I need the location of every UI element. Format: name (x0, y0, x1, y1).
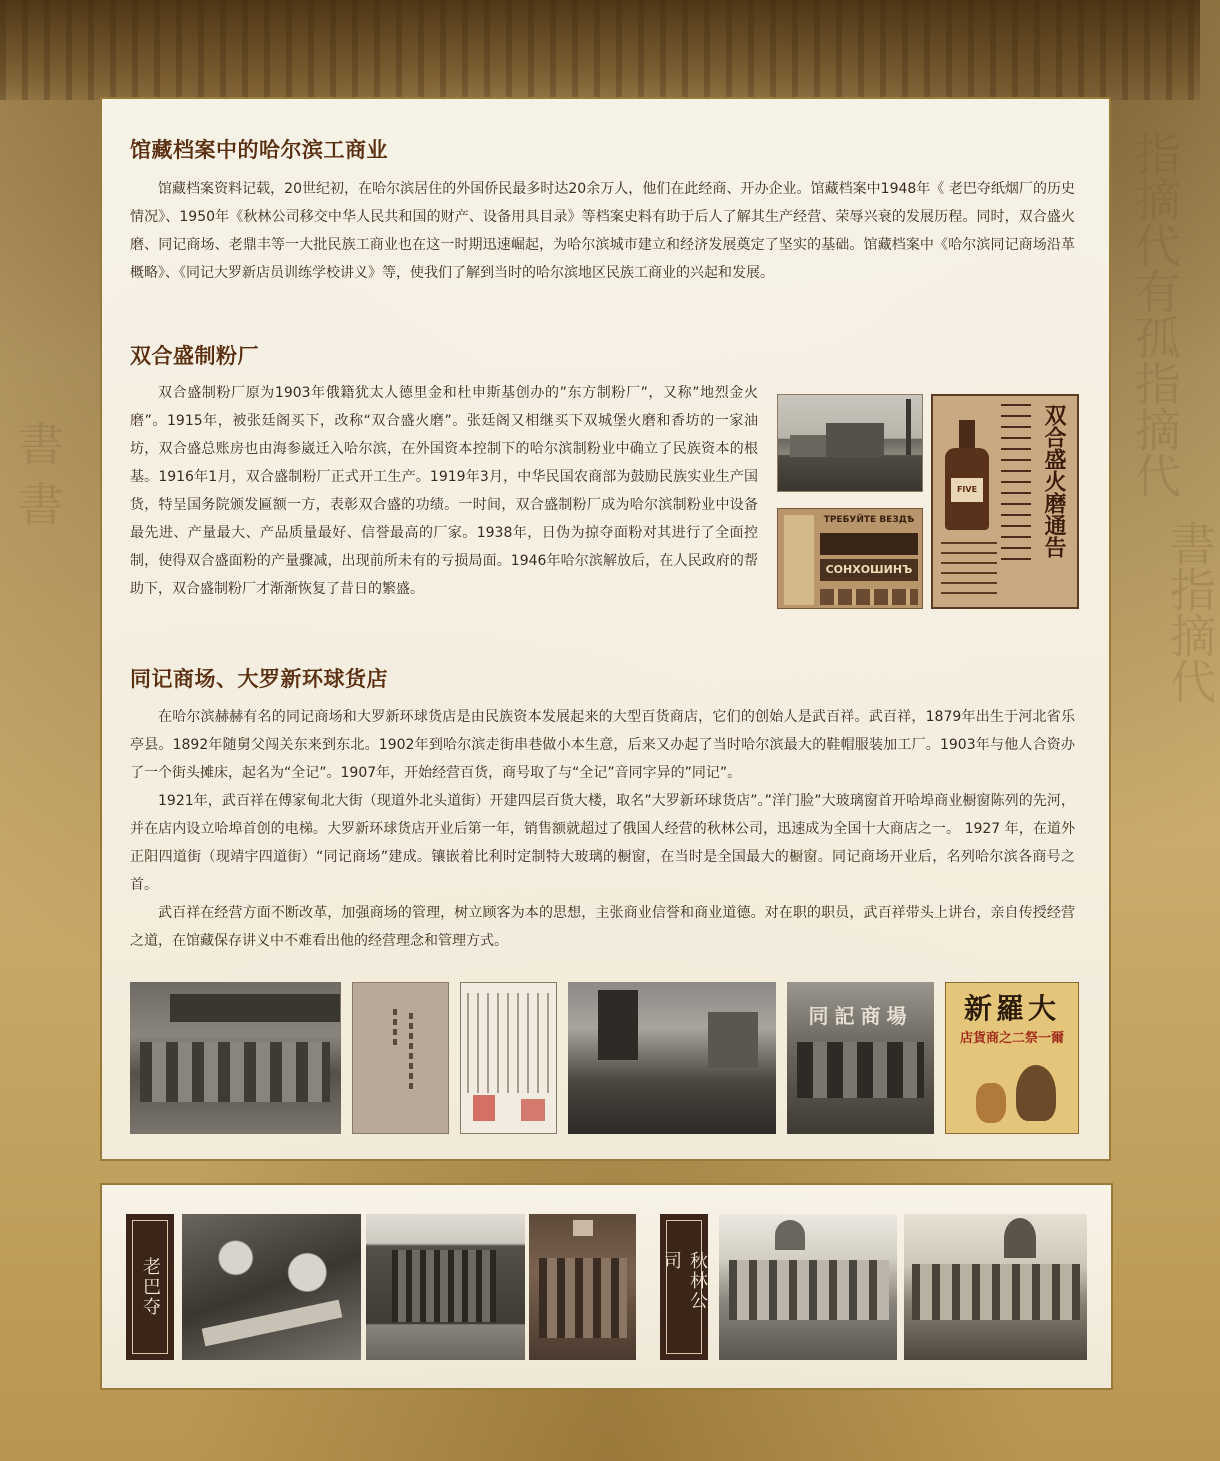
photo-street-store-front (130, 982, 341, 1134)
photo-lecture-booklet-page (460, 982, 557, 1134)
paragraph: 武百祥在经营方面不断改革，加强商场的管理，树立顾客为本的思想，主张商业信誉和商业道德。对在职的职员，武百祥带头上讲台，亲自传授经营之道，在馆藏保存讲义中不难看出他的经营理念和管理方式。 (130, 905, 1075, 949)
photo-qiulin-building-1 (719, 1214, 897, 1360)
photo-daluoxin-poster (945, 982, 1079, 1134)
advertisement-vertical-title: 双合盛火磨通告 (1041, 404, 1067, 558)
paragraph: 馆藏档案资料记载，20世纪初，在哈尔滨居住的外国侨民最多时达20余万人，他们在此经商、开办企业。馆藏档案中1948年《 老巴夺纸烟厂的历史情况》、1950年《秋林公司移交中华人民共和国的财产、设备用具目录》等档案史料有助于后人了解其生产经营、荣辱兴衰的发展历程。同时，双合盛火磨、同记商场、老鼎丰等一大批民族工商业也在这一时期迅速崛起，为哈尔滨城市建立和经济发展奠定了坚实的基础。馆藏档案中《哈尔滨同记商场沿革概略》、《同记大罗新店员训练学校讲义》等，使我们了解到当时的哈尔滨地区民族工商业的兴起和发展。 (130, 181, 1075, 281)
poster-title: 新羅大 (963, 992, 1060, 1025)
section-title-tongji-market: 同记商场、大罗新环球货店 (130, 667, 388, 691)
poster-subtitle: 店貨商之二祭一爾 (959, 1031, 1064, 1046)
store-sign: 同記商場 (808, 1004, 913, 1028)
photo-laobaduo-factory-building (366, 1214, 525, 1360)
photo-busy-street-scene (568, 982, 776, 1134)
section-body-shuanghesheng (130, 379, 758, 603)
label-laobaduo: 老巴夺 (126, 1214, 174, 1360)
photo-lecture-booklet-cover (352, 982, 449, 1134)
section-title-shuanghesheng: 双合盛制粉厂 (130, 344, 259, 368)
photo-qiulin-building-2 (904, 1214, 1087, 1360)
section-title-harbin-commerce: 馆藏档案中的哈尔滨工商业 (130, 138, 388, 162)
photo-russian-newspaper-ad (777, 508, 923, 609)
russian-ad-brand: СОНХОШИНЪ (820, 559, 918, 581)
photo-laobaduo-facade (529, 1214, 636, 1360)
top-historic-photo-banner (0, 0, 1200, 100)
section-body-tongji-market (130, 703, 1075, 955)
background-calligraphy-right: 指摘代有孤指摘代 (1128, 130, 1182, 498)
photo-laobaduo-collage (182, 1214, 361, 1360)
bottom-photo-panel (100, 1183, 1113, 1390)
photo-shuanghesheng-advertisement (931, 394, 1079, 609)
background-calligraphy-right-2: 書指摘代 (1163, 520, 1217, 704)
section-body-harbin-commerce (130, 175, 1075, 287)
photo-tongji-store-facade (787, 982, 934, 1134)
paragraph: 1921年，武百祥在傅家甸北大街（现道外北头道街）开建四层百货大楼，取名”大罗新环球货店”。”洋门脸”大玻璃窗首开哈埠商业橱窗陈列的先河，并在店内设立哈埠首创的电梯。大罗新环球货店开业后第一年，销售额就超过了俄国人经营的秋林公司，迅速成为全国十大商店之一。 1927 年，在道外正阳四道街（现靖宇四道街）“同记商场”建成。镶嵌着比利时定制特大玻璃的橱窗，在当时是全国最大的橱窗。同记商场开业后，名列哈尔滨各商号之首。 (130, 793, 1075, 893)
paragraph: 在哈尔滨赫赫有名的同记商场和大罗新环球货店是由民族资本发展起来的大型百货商店，它们的创始人是武百祥。武百祥，1879年出生于河北省乐亭县。1892年随舅父闯关东来到东北。1902年到哈尔滨走街串巷做小本生意，后来又办起了当时哈尔滨最大的鞋帽服装加工厂。1903年与他人合资办了一个街头摊床，起名为“全记”。1907年，开始经营百货，商号取了与“全记”音同字异的”同记”。 (130, 709, 1075, 781)
bottle-label: FIVE (951, 478, 983, 502)
paragraph: 双合盛制粉厂原为1903年俄籍犹太人德里金和杜申斯基创办的”东方制粉厂”，又称”地烈金火磨”。1915年，被张廷阁买下，改称“双合盛火磨”。张廷阁又相继买下双城堡火磨和香坊的一家油坊，双合盛总账房也由海参崴迁入哈尔滨，在外国资本控制下的哈尔滨制粉业中确立了民族资本的根基。1916年1月，双合盛制粉厂正式开工生产。1919年3月，中华民国农商部为鼓励民族实业生产国货，特呈国务院颁发匾额一方，表彰双合盛的功绩。一时间，双合盛制粉厂成为哈尔滨制粉业中设备最先进、产量最大、产品质量最好、信誉最高的厂家。1938年，日伪为掠夺面粉对其进行了全面控制，使得双合盛面粉的产量骤减，出现前所未有的亏损局面。1946年哈尔滨解放后，在人民政府的帮助下，双合盛制粉厂才渐渐恢复了昔日的繁盛。 (130, 385, 758, 597)
russian-ad-headline: ТРЕБУЙТЕ ВЕЗДѢ (823, 515, 915, 525)
label-qiulin-company: 秋林公司 (660, 1214, 708, 1360)
photo-flour-mill-factory (777, 394, 923, 492)
main-content-panel (100, 97, 1111, 1161)
background-calligraphy-left: 書 書 (11, 420, 65, 527)
